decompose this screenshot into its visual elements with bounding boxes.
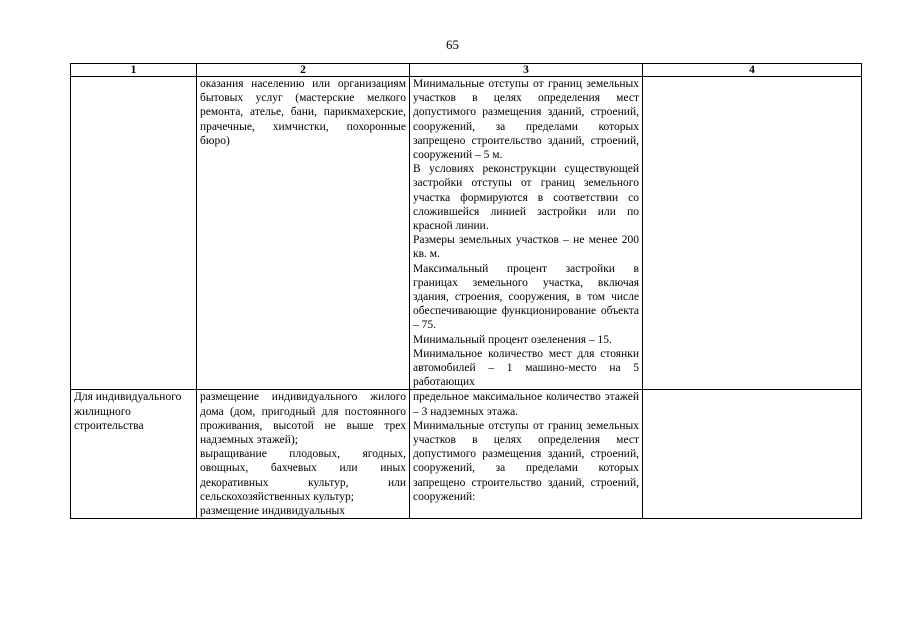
page-number: 65 — [446, 37, 459, 52]
cell-paragraph: Минимальные отступы от границ земельных участков в целях определения мест допустимого размещения зданий, строений, сооружений, за пределами которых запрещено строительство зданий, строений, сооружений – 5 м. — [413, 78, 639, 162]
table-cell-3 — [410, 77, 643, 390]
cell-paragraph: Минимальный процент озеленения – 15. — [413, 333, 612, 346]
table-cell-1 — [71, 77, 197, 390]
column-header-1: 1 — [71, 64, 197, 77]
table-cell-4 — [643, 77, 862, 390]
table-cell-2 — [197, 77, 410, 390]
cell-paragraph: оказания населению или организациям бытовых услуг (мастерские мелкого ремонта, ателье, бани, парикмахерские, прачечные, химчистки, похоронные бюро) — [200, 78, 406, 147]
table-row — [71, 390, 862, 519]
cell-paragraph: В условиях реконструкции существующей застройки отступы от границ земельного участка формируются в соответствии со сложившейся линией застройки или по красной линии. — [413, 163, 639, 233]
cell-paragraph: размещение индивидуальных — [200, 505, 346, 518]
column-header-4: 4 — [643, 64, 862, 77]
table-row — [71, 77, 862, 390]
cell-paragraph: Для индивидуального жилищного строительства — [74, 391, 182, 432]
cell-paragraph: Минимальное количество мест для стоянки автомобилей – 1 машино-место на 5 работающих — [413, 347, 639, 389]
table-header-row — [71, 64, 862, 77]
table-cell-1 — [71, 390, 197, 519]
cell-paragraph: размещение индивидуального жилого дома (дом, пригодный для постоянного проживания, высотой не выше трех надземных этажей); — [200, 391, 406, 447]
table-cell-4 — [643, 390, 862, 519]
cell-paragraph: Минимальные отступы от границ земельных участков в целях определения мест допустимого размещения зданий, строений, сооружений, за пределами которых запрещено строительство зданий, строений, сооружений: — [413, 419, 639, 503]
regulations-table — [70, 63, 862, 519]
cell-paragraph: предельное максимальное количество этажей – 3 надземных этажа. — [413, 391, 639, 418]
cell-paragraph: Максимальный процент застройки в границах земельного участка, включая здания, строения, сооружения, в том числе обеспечивающие функционирование объекта – 75. — [413, 262, 639, 332]
column-header-3: 3 — [410, 64, 643, 77]
column-header-2: 2 — [197, 64, 410, 77]
cell-paragraph: Размеры земельных участков – не менее 200 кв. м. — [413, 234, 639, 261]
cell-paragraph: выращивание плодовых, ягодных, овощных, бахчевых или иных декоративных культур, или сельскохозяйственных культур; — [200, 448, 406, 503]
table-cell-2 — [197, 390, 410, 519]
table-cell-3 — [410, 390, 643, 519]
